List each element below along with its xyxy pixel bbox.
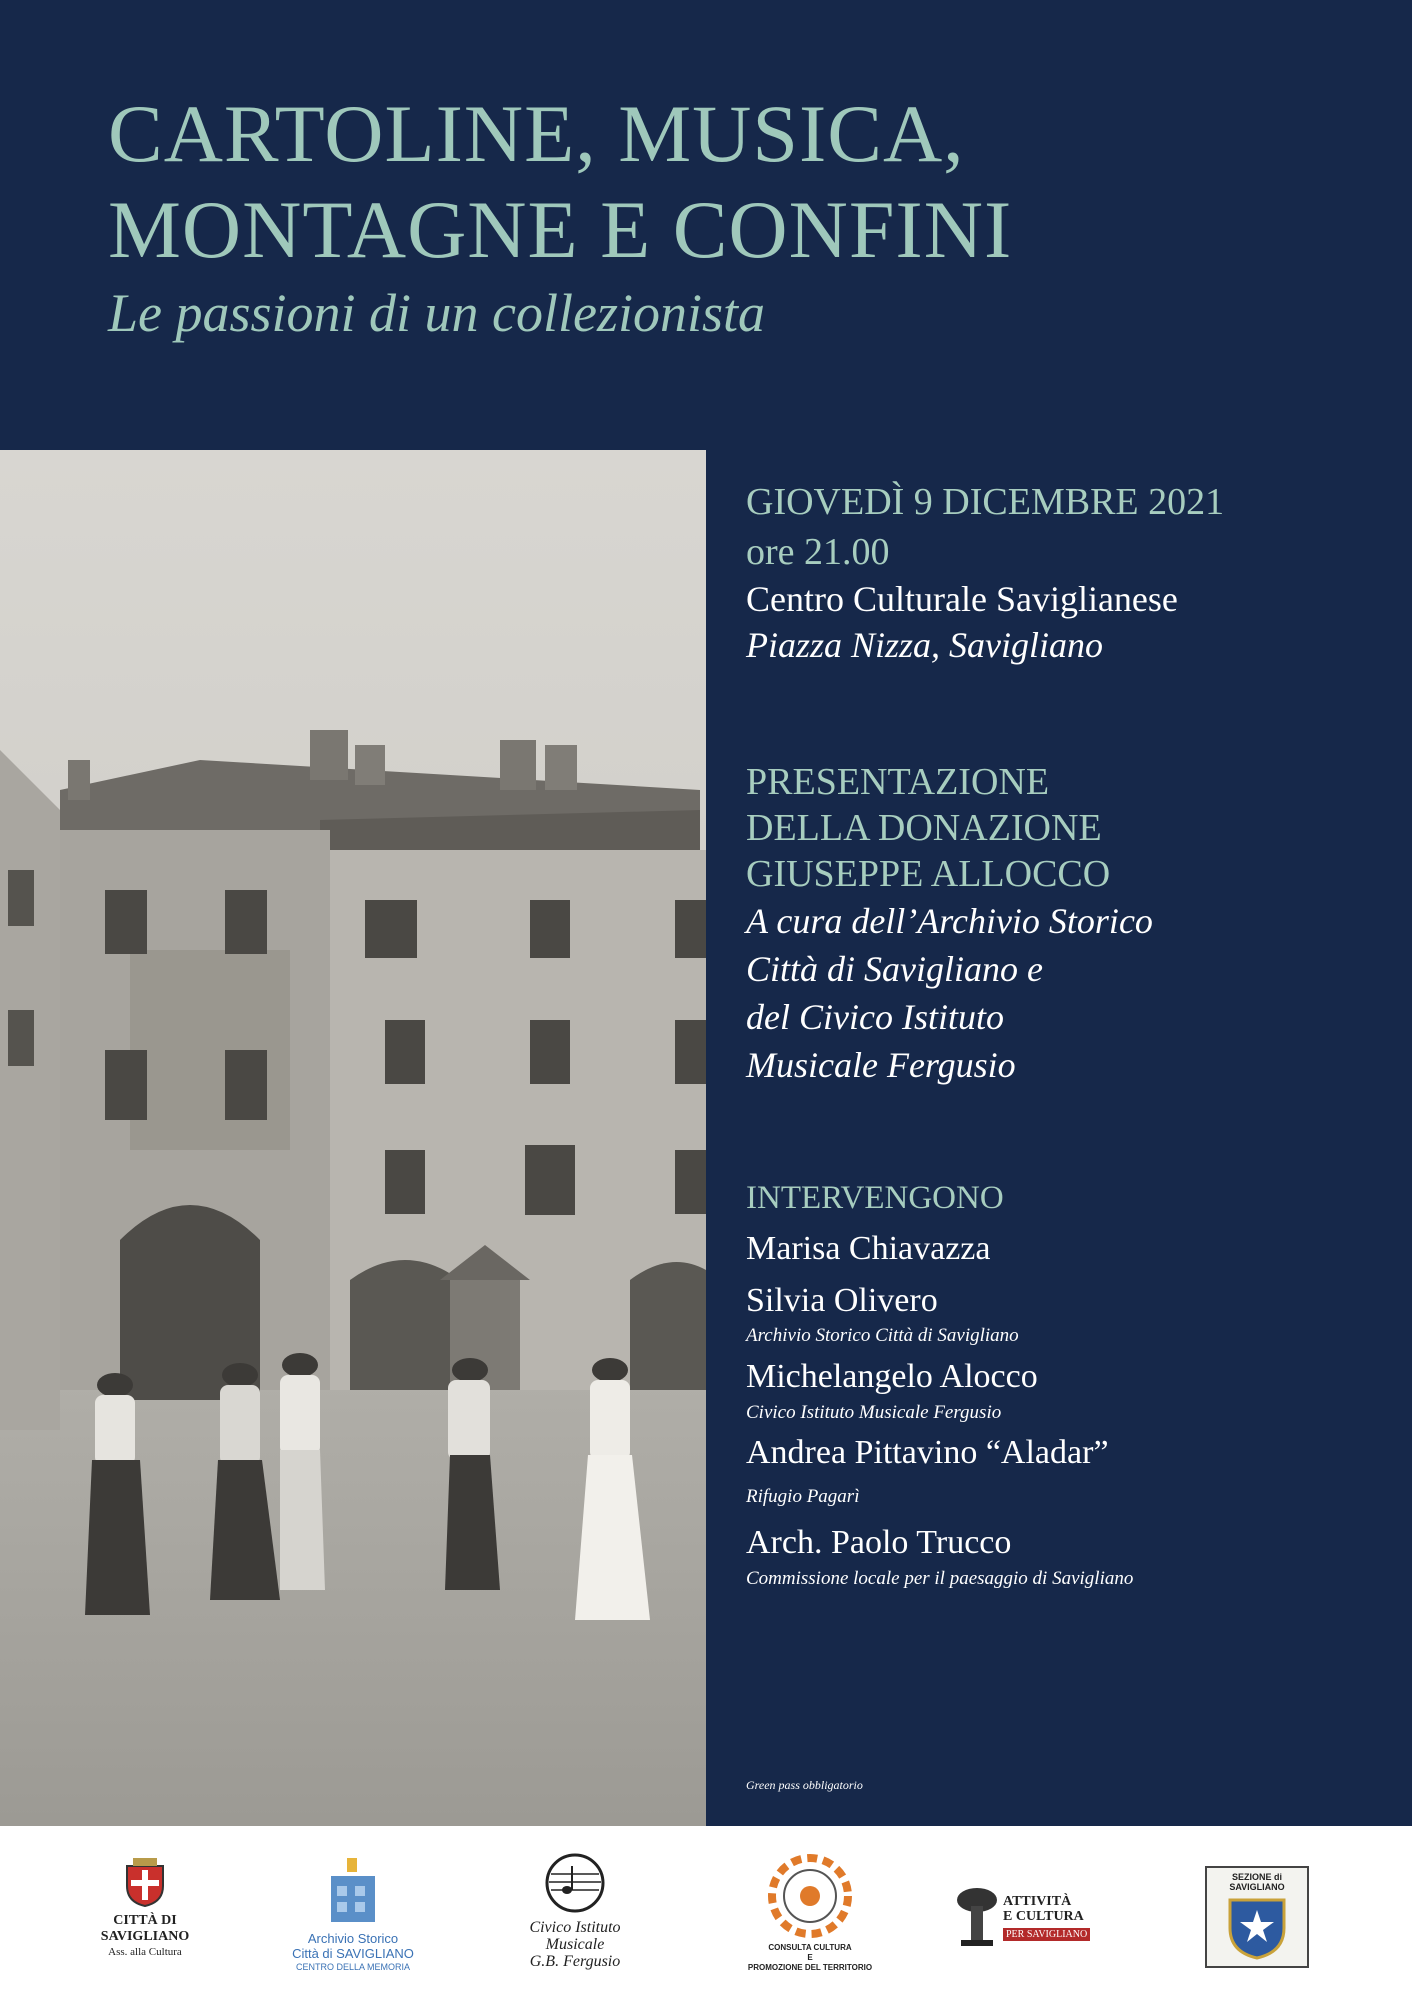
green-pass-note: Green pass obbligatorio	[746, 1778, 863, 1792]
title-line-2: MONTAGNE E CONFINI	[108, 184, 1013, 275]
civico-istituto-logo	[505, 1852, 645, 1970]
citta-line-1: CITTÀ DI	[113, 1913, 177, 1928]
archivio-storico-logo	[268, 1856, 438, 1974]
citta-savigliano-logo	[85, 1856, 205, 1959]
speakers-heading: INTERVENGONO	[746, 1180, 1004, 1216]
curator-line-3: del Civico Istituto	[746, 997, 1004, 1037]
archivio-line-1: Archivio Storico	[307, 1931, 399, 1946]
attivita-line-2: E CULTURA	[1003, 1909, 1084, 1924]
poster-subtitle: Le passioni di un collezionista	[108, 283, 766, 343]
consulta-cultura-logo	[740, 1854, 880, 1973]
civico-line-2: Musicale	[545, 1936, 605, 1953]
speaker-name: Andrea Pittavino “Aladar”	[746, 1434, 1109, 1471]
consulta-line-2: E	[807, 1953, 813, 1962]
consulta-gear-icon	[768, 1854, 852, 1938]
civico-line-3: G.B. Fergusio	[529, 1953, 621, 1970]
attivita-cultura-logo	[955, 1886, 1105, 1948]
speaker-role: Commissione locale per il paesaggio di Savigliano	[746, 1568, 1134, 1589]
cai-savigliano-logo	[1205, 1866, 1309, 1968]
cai-label: SEZIONE di SAVIGLIANO	[1229, 1872, 1285, 1892]
archivio-line-3: CENTRO DELLA MEMORIA	[295, 1962, 411, 1972]
civico-line-1: Civico Istituto	[529, 1919, 621, 1936]
coat-of-arms-icon	[123, 1856, 167, 1908]
curator-line-2: Città di Savigliano e	[746, 949, 1043, 989]
speaker-name: Marisa Chiavazza	[746, 1230, 991, 1267]
poster-title	[108, 86, 1012, 278]
attivita-line-1: ATTIVITÀ	[1003, 1894, 1072, 1909]
consulta-line-1: CONSULTA CULTURA	[768, 1943, 852, 1952]
sponsor-footer	[0, 1826, 1412, 2000]
presentation-heading-2: DELLA DONAZIONE	[746, 807, 1102, 849]
title-line-1: CARTOLINE, MUSICA,	[108, 88, 965, 179]
event-venue: Centro Culturale Saviglianese	[746, 579, 1178, 619]
cai-shield-icon	[1222, 1892, 1292, 1962]
tree-sculpture-icon	[955, 1886, 999, 1948]
speaker-name: Silvia Olivero	[746, 1282, 938, 1319]
presentation-heading-1: PRESENTAZIONE	[746, 761, 1050, 803]
event-date: GIOVEDÌ 9 DICEMBRE 2021	[746, 481, 1225, 523]
presentation-heading-3: GIUSEPPE ALLOCCO	[746, 853, 1111, 895]
speaker-name: Michelangelo Alocco	[746, 1358, 1038, 1395]
event-time: ore 21.00	[746, 531, 890, 573]
speaker-role: Civico Istituto Musicale Fergusio	[746, 1402, 1002, 1423]
citta-line-3: Ass. alla Cultura	[108, 1946, 182, 1958]
consulta-line-3: PROMOZIONE DEL TERRITORIO	[747, 1963, 873, 1972]
event-address: Piazza Nizza, Savigliano	[746, 625, 1104, 665]
speaker-name: Arch. Paolo Trucco	[746, 1524, 1012, 1561]
attivita-line-3: PER SAVIGLIANO	[1003, 1928, 1090, 1941]
curator-line-4: Musicale Fergusio	[746, 1045, 1016, 1085]
music-staff-icon	[533, 1852, 617, 1914]
historic-photo	[0, 450, 706, 1826]
speaker-role: Rifugio Pagarì	[746, 1486, 860, 1507]
archivio-building-icon	[323, 1856, 383, 1926]
archivio-line-2: Città di SAVIGLIANO	[292, 1946, 414, 1961]
citta-line-2: SAVIGLIANO	[100, 1929, 190, 1944]
curator-line-1: A cura dell’Archivio Storico	[746, 901, 1153, 941]
speaker-role: Archivio Storico Città di Savigliano	[746, 1325, 1019, 1346]
